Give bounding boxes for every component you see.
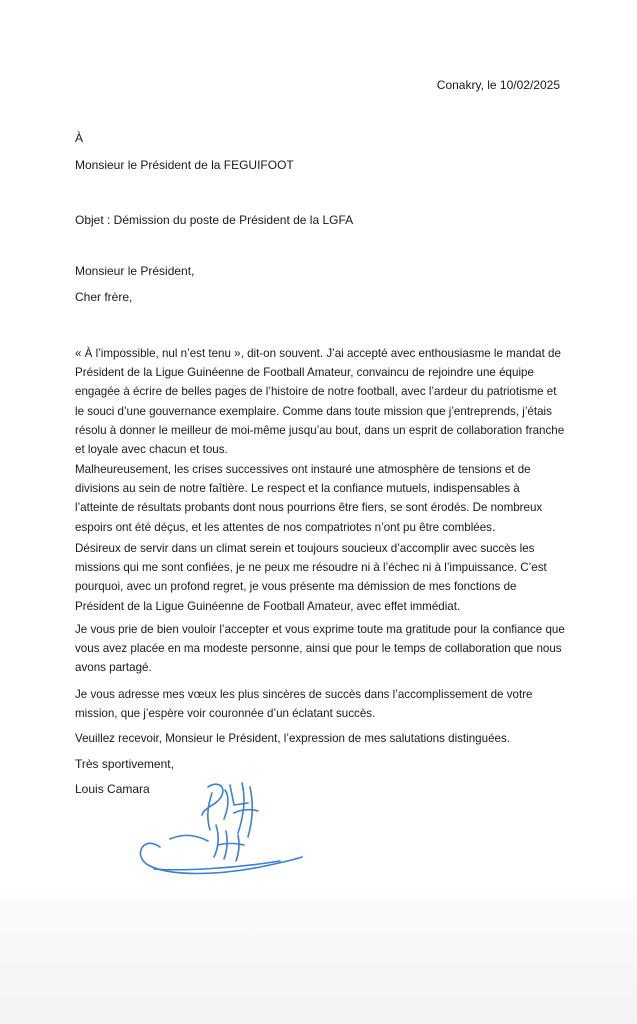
paragraph-2: Malheureusement, les crises successives ont instauré une atmosphère de tensions et de divisions au sein de notre faîtière. Le respect et la confiance mutuels, indispensables à l’atteinte de résultats probants dont nous pourrions être fiers, se sont érodés. De nombreux espoirs ont été déçus, et les attentes de nos compatriotes n’ont pu être comblées. xyxy=(75,463,543,534)
subject-line: Objet : Démission du poste de Président de la LGFA xyxy=(75,213,354,227)
salutation-secondary: Cher frère, xyxy=(75,290,133,304)
place-date: Conakry, le 10/02/2025 xyxy=(436,78,560,92)
paragraph-1: « À l’impossible, nul n’est tenu », dit-on souvent. J’ai accepté avec enthousiasme le mandat de Président de la Ligue Guinéenne de Football Amateur, convaincu de rejoindre une équipe engagée à écrire de belles pages de l’histoire de notre football, avec l’ardeur du patriotisme et le souci d’une gouvernance exemplaire. Comme dans toute mission que j’entreprends, j’étais résolu à donner le meilleur de moi-même jusqu’au bout, dans un esprit de collaboration franche et loyale avec chacun et tous. xyxy=(75,347,565,457)
salutation: Monsieur le Président, xyxy=(75,264,195,278)
handwritten-signature xyxy=(130,775,305,885)
recipient: Monsieur le Président de la FEGUIFOOT xyxy=(75,158,294,172)
paragraph-5: Je vous adresse mes vœux les plus sincères de succès dans l’accomplissement de votre mission, que j’espère voir couronnée d’un éclatant succès. xyxy=(75,688,533,721)
closing: Très sportivement, xyxy=(75,757,174,771)
recipient-prefix: À xyxy=(75,131,84,145)
page-bottom-area xyxy=(0,895,637,1024)
paragraph-3: Désireux de servir dans un climat serein et toujours soucieux d’accomplir avec succès les missions qui me sont confiées, je ne peux me résoudre ni à l’échec ni à l’impuissance. C’est pourquoi, avec un profond regret, je vous présente ma démission de mes fonctions de Président de la Ligue Guinéenne de Football Amateur, avec effet immédiat. xyxy=(75,542,547,613)
paragraph-4: Je vous prie de bien vouloir l’accepter et vous exprime toute ma gratitude pour la confiance que vous avez placée en ma modeste personne, ainsi que pour le temps de collaboration que nous avons partagé. xyxy=(75,623,565,675)
signatory-name: Louis Camara xyxy=(75,782,150,796)
paragraph-6: Veuillez recevoir, Monsieur le Président, l’expression de mes salutations distinguées. xyxy=(75,732,510,745)
